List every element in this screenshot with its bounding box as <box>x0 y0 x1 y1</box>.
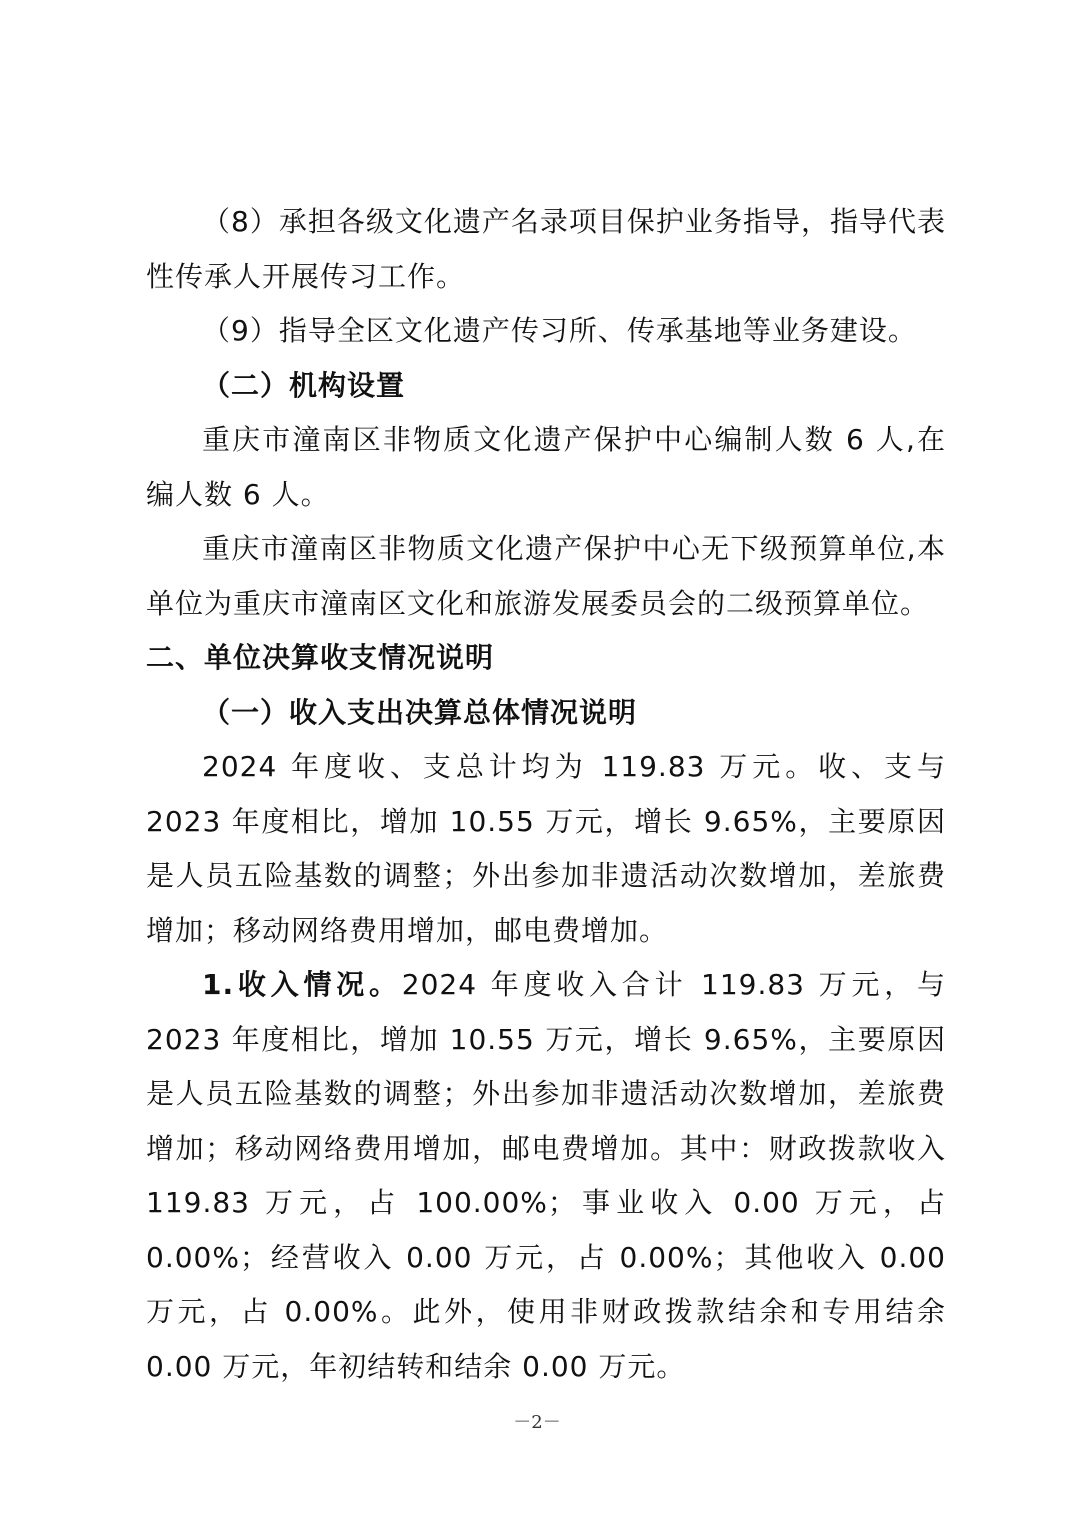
paragraph-income <box>146 958 946 1394</box>
income-body-text: 2024 年度收入合计 119.83 万元，与 2023 年度相比，增加 10.55 万元，增长 9.65%，主要原因是人员五险基数的调整；外出参加非遗活动次数增加，差旅费增加；移动网络费用增加，邮电费增加。其中：财政拨款收入 119.83 万元，占 100.00%；事业收入 0.00 万元，占 0.00%；经营收入 0.00 万元，占 0.00%；其他收入 0.00 万元，占 0.00%。此外，使用非财政拨款结余和专用结余 0.00 万元，年初结转和结余 0.00 万元。 <box>146 968 946 1383</box>
document-body <box>146 195 946 1394</box>
page-number: －2－ <box>513 1412 561 1433</box>
heading-overall-summary: （一）收入支出决算总体情况说明 <box>202 695 638 729</box>
paragraph-item-9: （9）指导全区文化遗产传习所、传承基地等业务建设。 <box>202 314 917 347</box>
paragraph-budget-units: 重庆市潼南区非物质文化遗产保护中心无下级预算单位,本单位为重庆市潼南区文化和旅游发展委员会的二级预算单位。 <box>146 532 946 620</box>
heading-section-2: 二、单位决算收支情况说明 <box>146 641 495 674</box>
paragraph-item-8: （8）承担各级文化遗产名录项目保护业务指导，指导代表性传承人开展传习工作。 <box>146 205 946 293</box>
income-lead-label: 1.收入情况。 <box>202 968 402 1001</box>
heading-org-setup: （二）机构设置 <box>202 368 406 402</box>
paragraph-staffing: 重庆市潼南区非物质文化遗产保护中心编制人数 6 人,在编人数 6 人。 <box>146 423 946 511</box>
paragraph-overall-summary: 2024 年度收、支总计均为 119.83 万元。收、支与 2023 年度相比，增加 10.55 万元，增长 9.65%，主要原因是人员五险基数的调整；外出参加非遗活动次数增加，差旅费增加；移动网络费用增加，邮电费增加。 <box>146 750 946 947</box>
